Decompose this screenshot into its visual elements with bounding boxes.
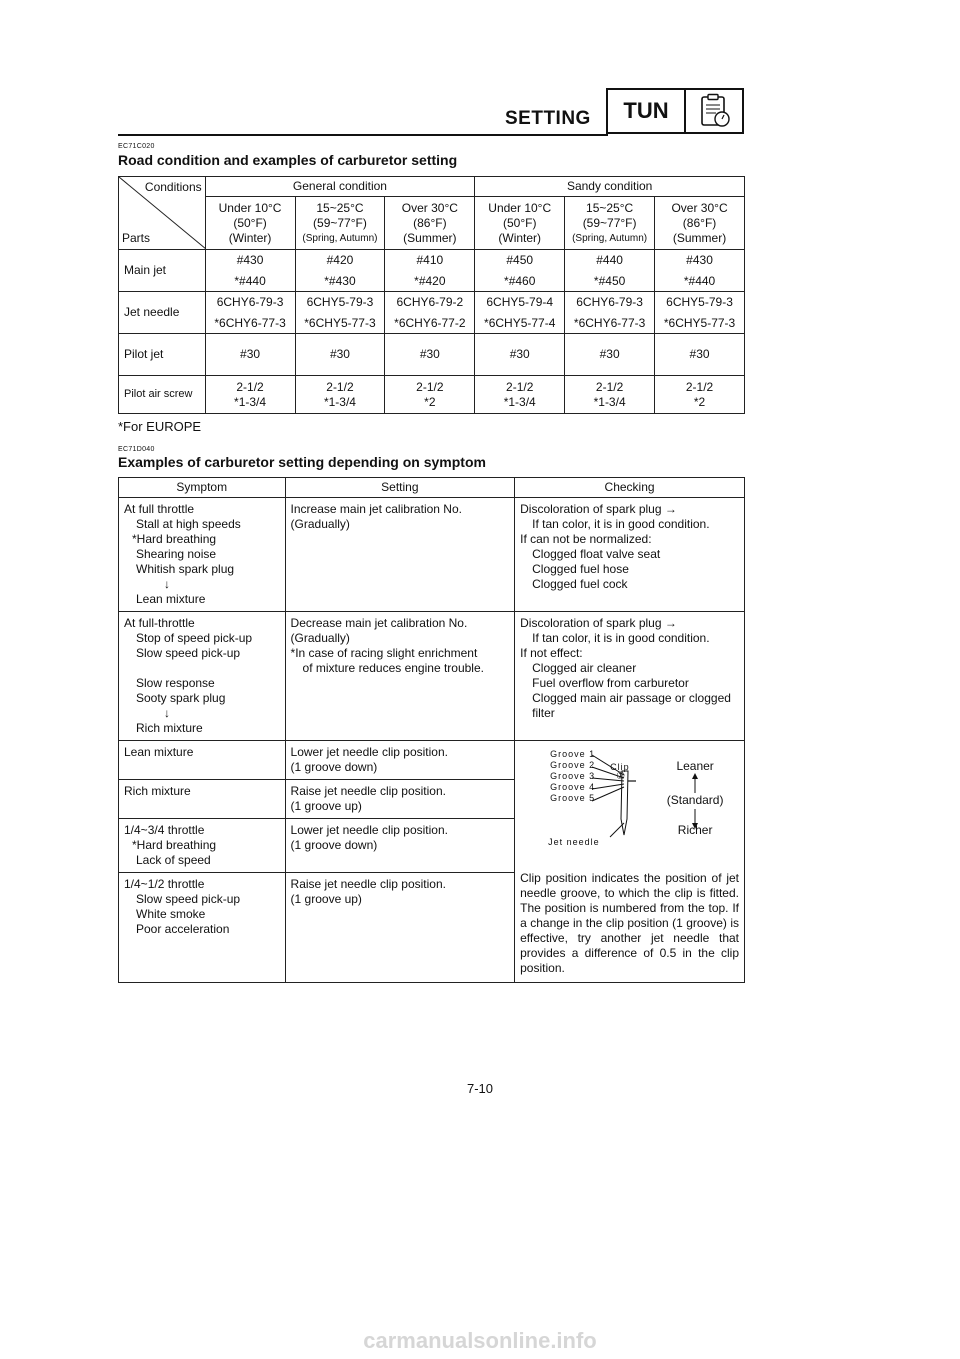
section-code: EC71D040: [118, 446, 155, 453]
watermark: carmanualsonline.info: [363, 1328, 597, 1353]
table-row: At full throttle Stall at high speeds *Hard breathing Shearing noise Whitish spark plug ↓ Lean mixture Increase main jet calibration No. (Gradually) Discoloration of spark plug → If tan color, it is in good condition. If can not be normalized: Clogged float valve seat Clogged fuel hose Clogged fuel cock: [119, 498, 745, 612]
carburetor-setting-table: [118, 176, 745, 414]
column-header: Checking: [515, 478, 745, 498]
corner-header: [119, 177, 206, 250]
groove-label: Groove 3: [550, 771, 596, 781]
conditions-label: Conditions: [144, 180, 202, 194]
column-header: Over 30°C (86°F) (Summer): [655, 197, 745, 250]
column-header: Symptom: [119, 478, 286, 498]
header-rule: [118, 134, 608, 136]
column-header: Setting: [285, 478, 515, 498]
row-label: Pilot air screw: [119, 376, 206, 414]
footnote: *For EUROPE: [118, 419, 202, 434]
table-row: Main jet #430 *#440 #420 *#430 #410 *#420 #450 *#460 #440 *#450 #430 *#440: [119, 250, 745, 292]
table-row: Jet needle 6CHY6-79-3 *6CHY6-77-3 6CHY5-79-3 *6CHY5-77-3 6CHY6-79-2 *6CHY6-77-2 6CHY5-79-4 *6CHY5-77-4 6CHY6-79-3 *6CHY6-77-3 6CHY5-79-3 *6CHY5-77-3: [119, 292, 745, 334]
row-label: Pilot jet: [119, 334, 206, 376]
clip-number: ①: [616, 771, 626, 782]
jet-needle-diagram: [520, 745, 739, 863]
row-label: Main jet: [119, 250, 206, 292]
column-header: 15~25°C (59~77°F) (Spring, Autumn): [565, 197, 655, 250]
page-number: 7-10: [466, 1081, 494, 1096]
table-row: 1/4~3/4 throttle *Hard breathing Lack of speed Lower jet needle clip position. (1 groove down): [119, 819, 745, 873]
clip-diagram-cell: [515, 741, 745, 983]
clip-label: Clip: [610, 762, 630, 772]
general-condition-header: General condition: [205, 177, 475, 197]
table-row: Pilot air screw 2-1/2 *1-3/4 2-1/2 *1-3/4 2-1/2 *2 2-1/2 *1-3/4 2-1/2 *1-3/4 2-1/2 *2: [119, 376, 745, 414]
groove-label: Groove 4: [550, 782, 596, 792]
temperature-header-row: [119, 197, 745, 250]
sandy-condition-header: Sandy condition: [475, 177, 745, 197]
table-header-row: [119, 478, 745, 498]
column-header: 15~25°C (59~77°F) (Spring, Autumn): [295, 197, 385, 250]
section-code: EC71C020: [118, 143, 155, 150]
table-row: Lean mixture Lower jet needle clip position. (1 groove down) Groove 1 Groove 2 Groove 3 Groove 4 Groove 5 Clip ① Jet needle Leaner (Standard) Richer Clip position indicates the position of jet needle groove, to which the clip is fitted. The position is numbered from the top. If a change in the clip position (1 groove) is effective, try another jet needle that provides a difference of 0.5 in the clip position.: [119, 741, 745, 780]
leaner-label: Leaner: [676, 759, 714, 773]
chapter-badge: [606, 88, 744, 134]
clip-description: Clip position indicates the position of jet needle groove, to which the clip is fitted. The position is numbered from the top. If a change in the clip position (1 groove) is effective, try another jet needle that provides a difference of 0.5 in the clip position.: [520, 871, 739, 975]
groove-label: Groove 1: [550, 749, 596, 759]
groove-label: Groove 5: [550, 793, 596, 803]
row-label: Jet needle: [119, 292, 206, 334]
table-row: Pilot jet #30 #30 #30 #30 #30 #30: [119, 334, 745, 376]
table-row: At full-throttle Stop of speed pick-up Slow speed pick-up Slow response Sooty spark plug ↓ Rich mixture Decrease main jet calibration No. (Gradually) *In case of racing slight enrichment of mixture reduces engine trouble. Discoloration of spark plug → If tan color, it is in good condition. If not effect: Clogged air cleaner Fuel overflow from carburetor Clogged main air passage or clogged filter: [119, 612, 745, 741]
section-title: Examples of carburetor setting depending on symptom: [118, 454, 486, 470]
groove-label: Groove 2: [550, 760, 596, 770]
symptom-setting-table: [118, 477, 745, 983]
clipboard-stopwatch-icon: [686, 90, 742, 132]
page-title: SETTING: [505, 108, 591, 129]
richer-label: Richer: [677, 823, 713, 837]
chapter-badge-label: TUN: [623, 98, 669, 123]
column-header: Under 10°C (50°F) (Winter): [475, 197, 565, 250]
table-row: Rich mixture Raise jet needle clip position. (1 groove up): [119, 780, 745, 819]
table-row: 1/4~1/2 throttle Slow speed pick-up White smoke Poor acceleration Raise jet needle clip position. (1 groove up): [119, 873, 745, 983]
standard-label: (Standard): [666, 793, 724, 807]
arrow-up-icon: [690, 773, 700, 793]
jet-needle-label: Jet needle: [548, 837, 600, 847]
column-header: Under 10°C (50°F) (Winter): [205, 197, 295, 250]
section-title: Road condition and examples of carburetor setting: [118, 152, 458, 168]
column-header: Over 30°C (86°F) (Summer): [385, 197, 475, 250]
parts-label: Parts: [122, 231, 151, 245]
